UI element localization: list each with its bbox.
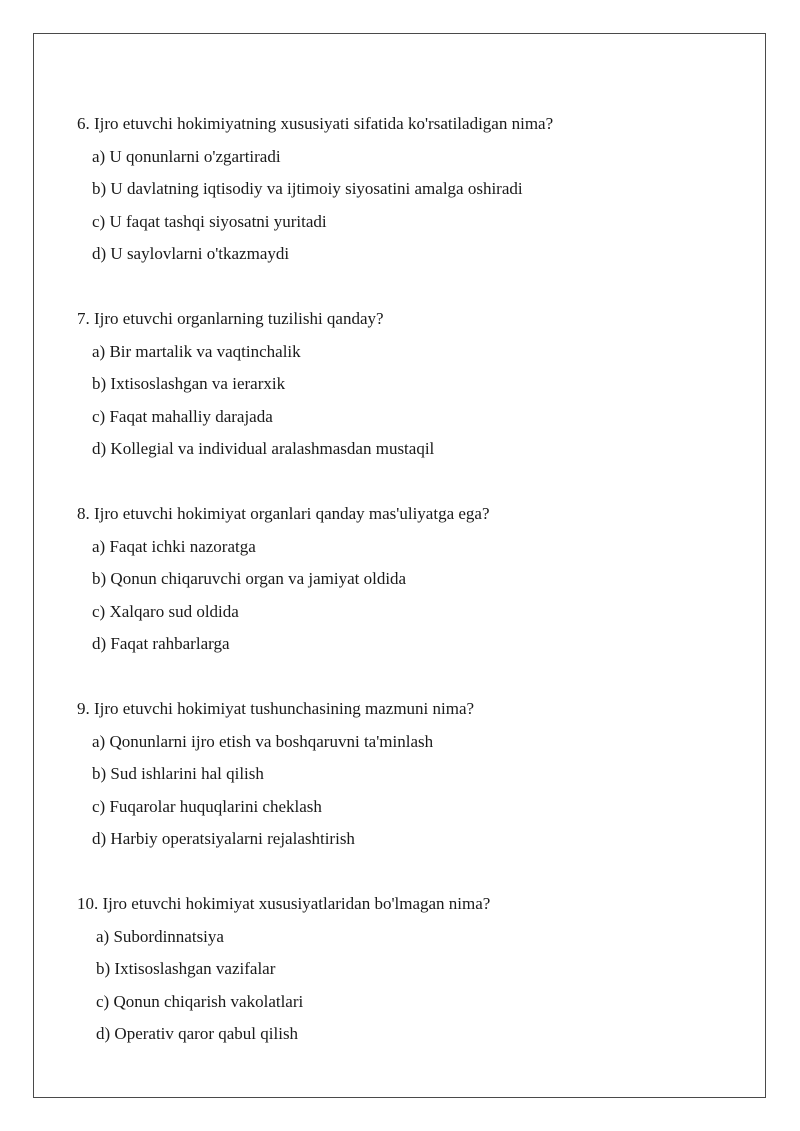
option-c: c) Fuqarolar huquqlarini cheklash bbox=[92, 796, 322, 816]
question-10 bbox=[77, 888, 745, 1051]
question-text: 7. Ijro etuvchi organlarning tuzilishi qanday? bbox=[77, 309, 384, 328]
option-a: a) Qonunlarni ijro etish va boshqaruvni ta'minlash bbox=[92, 731, 434, 751]
option-c: c) Faqat mahalliy darajada bbox=[92, 406, 273, 426]
question-text: 10. Ijro etuvchi hokimiyat xususiyatlaridan bo'lmagan nima? bbox=[77, 894, 491, 913]
option-b: b) U davlatning iqtisodiy va ijtimoiy siyosatini amalga oshiradi bbox=[92, 179, 523, 198]
option-b: b) Qonun chiqaruvchi organ va jamiyat oldida bbox=[92, 569, 407, 588]
option-b: b) Ixtisoslashgan vazifalar bbox=[96, 959, 276, 978]
option-d: d) Faqat rahbarlarga bbox=[92, 634, 230, 653]
option-b: b) Ixtisoslashgan va ierarxik bbox=[92, 374, 286, 393]
question-7 bbox=[77, 303, 745, 466]
option-d: d) Kollegial va individual aralashmasdan mustaqil bbox=[92, 439, 435, 458]
question-6 bbox=[77, 108, 745, 271]
question-list bbox=[77, 108, 745, 1083]
option-d: d) U saylovlarni o'tkazmaydi bbox=[92, 244, 290, 263]
document-page bbox=[33, 33, 766, 1098]
option-a: a) Subordinnatsiya bbox=[96, 926, 224, 946]
question-text: 8. Ijro etuvchi hokimiyat organlari qanday mas'uliyatga ega? bbox=[77, 504, 490, 523]
option-d: d) Operativ qaror qabul qilish bbox=[96, 1024, 299, 1043]
option-a: a) Bir martalik va vaqtinchalik bbox=[92, 341, 301, 361]
question-8 bbox=[77, 498, 745, 661]
option-c: c) U faqat tashqi siyosatni yuritadi bbox=[92, 211, 327, 231]
option-a: a) U qonunlarni o'zgartiradi bbox=[92, 146, 281, 166]
option-a: a) Faqat ichki nazoratga bbox=[92, 536, 256, 556]
question-text: 9. Ijro etuvchi hokimiyat tushunchasining mazmuni nima? bbox=[77, 699, 475, 718]
option-c: c) Xalqaro sud oldida bbox=[92, 601, 239, 621]
option-d: d) Harbiy operatsiyalarni rejalashtirish bbox=[92, 829, 355, 848]
question-9 bbox=[77, 693, 745, 856]
option-c: c) Qonun chiqarish vakolatlari bbox=[96, 991, 304, 1011]
question-text: 6. Ijro etuvchi hokimiyatning xususiyati sifatida ko'rsatiladigan nima? bbox=[77, 114, 554, 133]
option-b: b) Sud ishlarini hal qilish bbox=[92, 764, 264, 783]
